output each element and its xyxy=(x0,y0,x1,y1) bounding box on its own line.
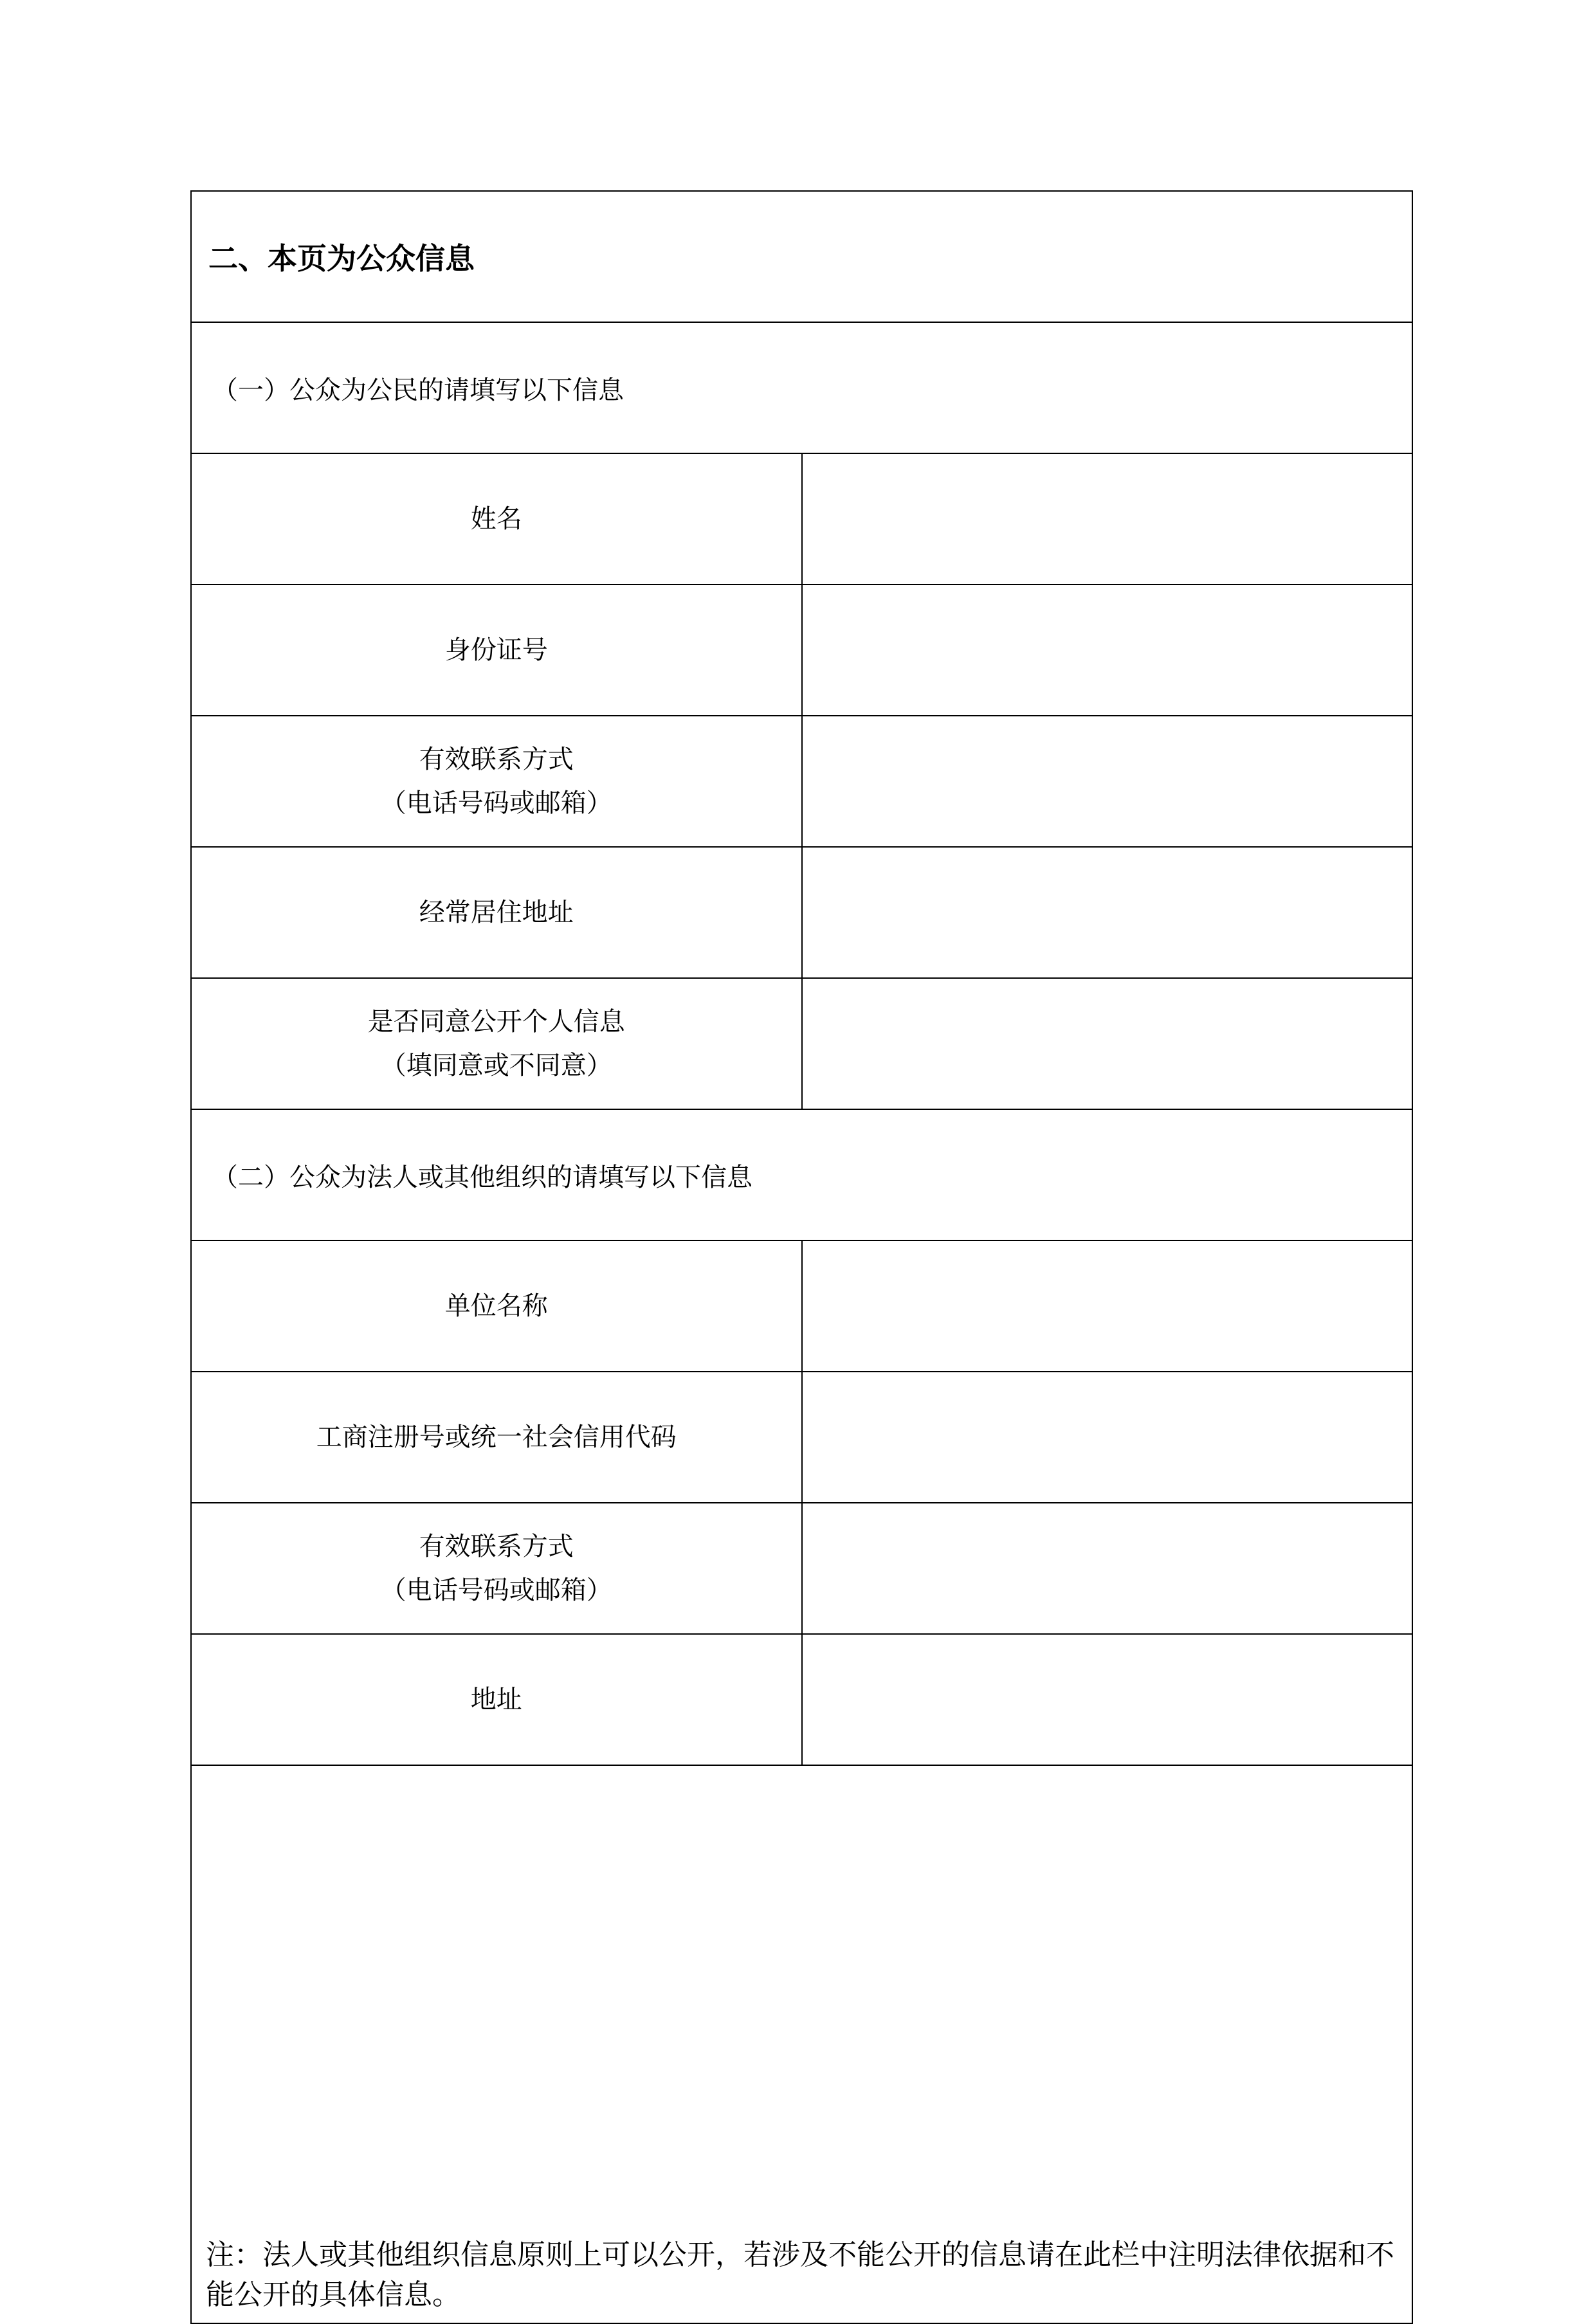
org-name-label: 单位名称 xyxy=(191,1240,802,1372)
public-info-form xyxy=(190,190,1413,2324)
org-field-regno-row xyxy=(191,1372,1412,1503)
org-address-label: 地址 xyxy=(191,1634,802,1765)
citizen-address-input[interactable] xyxy=(802,847,1413,978)
org-field-contact-row xyxy=(191,1503,1412,1634)
org-field-name-row xyxy=(191,1240,1412,1372)
citizen-name-label: 姓名 xyxy=(191,453,802,585)
citizen-field-id-row xyxy=(191,585,1412,716)
section-title: 二、本页为公众信息 xyxy=(191,191,1412,322)
citizen-id-input[interactable] xyxy=(802,585,1413,716)
citizen-consent-label: 是否同意公开个人信息 （填同意或不同意） xyxy=(191,978,802,1109)
citizen-field-name-row xyxy=(191,453,1412,585)
organization-heading: （二）公众为法人或其他组织的请填写以下信息 xyxy=(191,1109,1412,1240)
org-address-input[interactable] xyxy=(802,1634,1413,1765)
citizen-address-label: 经常居住地址 xyxy=(191,847,802,978)
citizen-field-contact-row xyxy=(191,716,1412,847)
org-contact-input[interactable] xyxy=(802,1503,1413,1634)
org-name-input[interactable] xyxy=(802,1240,1413,1372)
citizen-field-consent-row xyxy=(191,978,1412,1109)
citizen-consent-input[interactable] xyxy=(802,978,1413,1109)
org-regno-input[interactable] xyxy=(802,1372,1413,1503)
org-contact-label: 有效联系方式 （电话号码或邮箱） xyxy=(191,1503,802,1634)
org-regno-label: 工商注册号或统一社会信用代码 xyxy=(191,1372,802,1503)
citizen-contact-label: 有效联系方式 （电话号码或邮箱） xyxy=(191,716,802,847)
citizen-id-label: 身份证号 xyxy=(191,585,802,716)
note-text: 注：法人或其他组织信息原则上可以公开，若涉及不能公开的信息请在此栏中注明法律依据和不能公开的具体信息。 xyxy=(206,2238,1394,2311)
citizen-name-input[interactable] xyxy=(802,453,1413,585)
citizen-contact-input[interactable] xyxy=(802,716,1413,847)
citizen-field-address-row xyxy=(191,847,1412,978)
note-field[interactable] xyxy=(191,1765,1412,2323)
org-field-address-row xyxy=(191,1634,1412,1765)
citizen-heading: （一）公众为公民的请填写以下信息 xyxy=(191,322,1412,453)
